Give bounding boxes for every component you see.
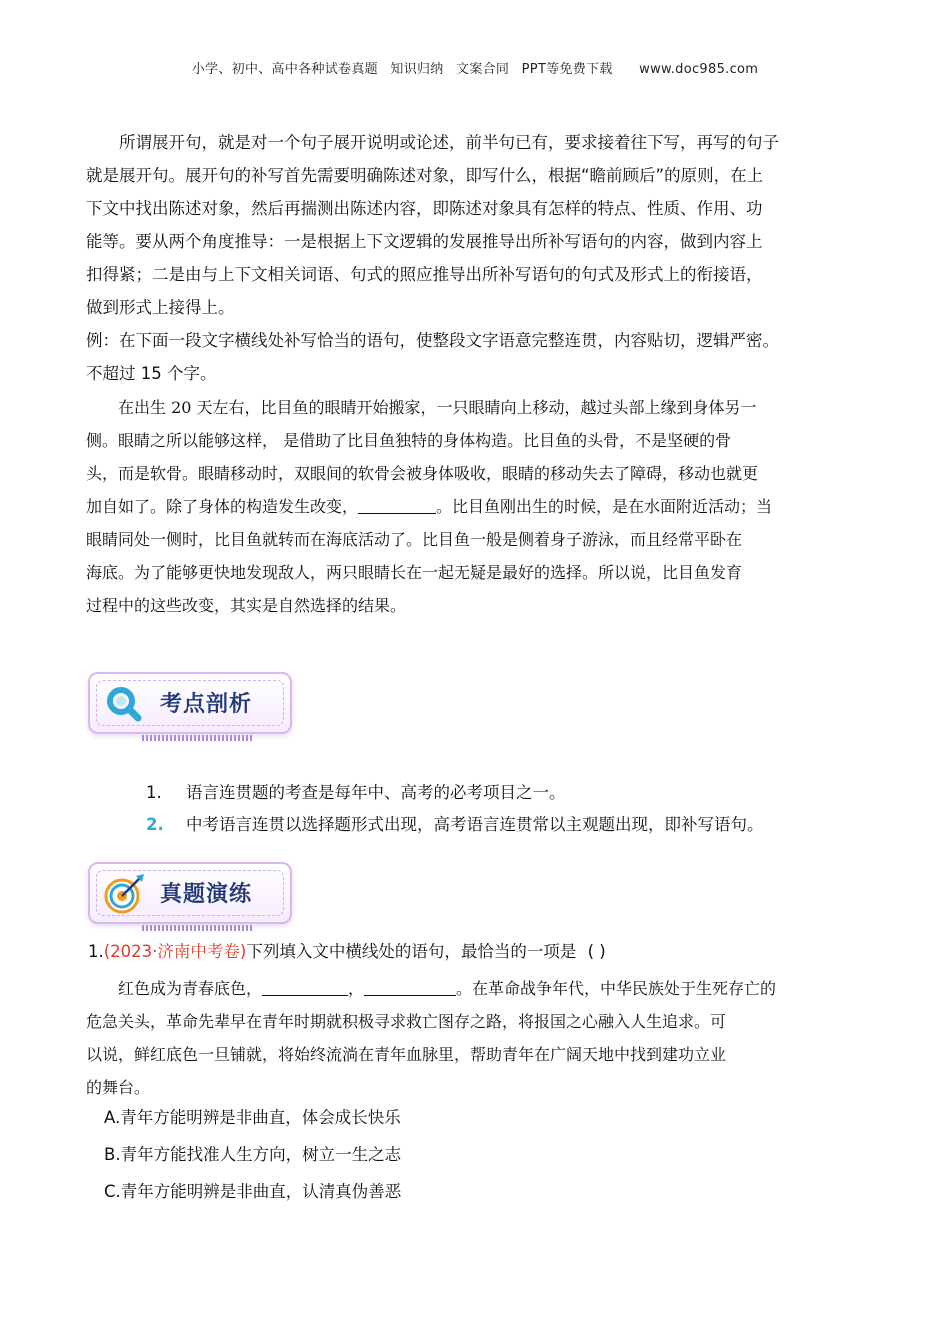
passage-line: 以说，鲜红底色一旦铺就，将始终流淌在青年血脉里，帮助青年在广阔天地中找到建功立业: [86, 1045, 727, 1064]
header-contracts: 文案合同: [456, 62, 510, 77]
question-stem: 下列填入文中横线处的语句，最恰当的一项是: [246, 942, 577, 961]
passage-line: 海底。为了能够更快地发现敌人，两只眼睛长在一起无疑是最好的选择。所以说，比目鱼发育: [86, 563, 743, 582]
header-ppt: PPT等免费下载: [521, 62, 613, 77]
passage-line: 在出生 20 天左右，比目鱼的眼睛开始搬家，一只眼睛向上移动，越过头部上缘到身体另一: [118, 398, 757, 417]
passage-line: 侧。眼睛之所以能够这样， 是借助了比目鱼独特的身体构造。比目鱼的头骨，不是坚硬的骨: [86, 431, 732, 450]
fill-blank[interactable]: [358, 495, 436, 514]
page-header: [0, 58, 950, 77]
question-passage: [86, 972, 870, 1104]
passage-line: 的舞台。: [86, 1078, 151, 1097]
magnifier-icon: [104, 684, 144, 724]
list-number: 2.: [146, 815, 164, 834]
question-source: (2023·济南中考卷): [103, 942, 247, 961]
passage-text: 。在革命战争年代，中华民族处于生死存亡的: [456, 979, 777, 998]
passage-line: 眼睛同处一侧时，比目鱼就转而在海底活动了。比目鱼一般是侧着身子游泳，而且经常平卧在: [86, 530, 743, 549]
header-site-link[interactable]: www.doc985.com: [639, 62, 759, 77]
intro-line: 能等。要从两个角度推导：一是根据上下文逻辑的发展推导出所补写语句的内容，做到内容上: [86, 232, 763, 251]
section-title: 真题演练: [160, 882, 253, 907]
passage-line: 过程中的这些改变，其实是自然选择的结果。: [86, 596, 407, 615]
section-title: 考点剖析: [160, 692, 253, 717]
passage-text: 。比目鱼刚出生的时候，是在水面附近活动；当: [436, 497, 773, 516]
header-categories: 小学、初中、高中各种试卷真题: [191, 62, 378, 77]
example-instruction: [86, 324, 870, 390]
option-label: C.: [104, 1182, 121, 1201]
passage-text: ，: [348, 979, 365, 998]
option-text: 青年方能明辨是非曲直，认清真伪善恶: [120, 1182, 402, 1201]
option-label: A.: [104, 1108, 121, 1127]
example-line: 例：在下面一段文字横线处补写恰当的语句，使整段文字语意完整连贯，内容贴切，逻辑严密。: [86, 331, 779, 350]
option-a[interactable]: [104, 1104, 401, 1128]
passage-line: 危急关头，革命先辈早在青年时期就积极寻求救亡图存之路，将报国之心融入人生追求。可: [86, 1012, 727, 1031]
answer-paren: ( ): [587, 942, 606, 961]
list-text: 语言连贯题的考查是每年中、高考的必考项目之一。: [186, 783, 566, 802]
question-number: 1.: [88, 942, 104, 961]
section-badge-practice: [88, 862, 292, 924]
intro-line: 扣得紧；二是由与上下文相关词语、句式的照应推导出所补写语句的句式及形式上的衔接语，: [86, 265, 763, 284]
option-text: 青年方能找准人生方向，树立一生之志: [120, 1145, 402, 1164]
intro-line: 下文中找出陈述对象，然后再揣测出陈述内容，即陈述对象具有怎样的特点、性质、作用、功: [86, 199, 763, 218]
option-c[interactable]: [104, 1178, 401, 1202]
example-passage: [86, 391, 870, 622]
list-number: 1.: [146, 783, 162, 802]
list-text: 中考语言连贯以选择题形式出现，高考语言连贯常以主观题出现，即补写语句。: [186, 815, 764, 834]
option-label: B.: [104, 1145, 121, 1164]
question-title: [88, 938, 606, 962]
passage-text: 红色成为青春底色，: [118, 979, 263, 998]
passage-line-with-blank: [86, 490, 870, 523]
intro-line: 就是展开句。展开句的补写首先需要明确陈述对象，即写什么，根据“瞻前顾后”的原则，在上: [86, 166, 764, 185]
example-line: 不超过 15 个字。: [86, 364, 217, 383]
fill-blank[interactable]: [262, 977, 348, 996]
passage-line-with-blank: [86, 972, 870, 1005]
badge-ticks: [142, 735, 254, 741]
analysis-item: [146, 778, 566, 808]
intro-paragraph: [86, 126, 870, 324]
header-knowledge: 知识归纳: [390, 62, 444, 77]
option-text: 青年方能明辨是非曲直，体会成长快乐: [120, 1108, 401, 1127]
passage-line: 头，而是软骨。眼睛移动时，双眼间的软骨会被身体吸收，眼睛的移动失去了障碍，移动也就更: [86, 464, 759, 483]
passage-text: 加自如了。除了身体的构造发生改变，: [86, 497, 359, 516]
option-b[interactable]: [104, 1141, 401, 1165]
analysis-item: [146, 810, 764, 840]
intro-line: 所谓展开句，就是对一个句子展开说明或论述，前半句已有，要求接着往下写，再写的句子: [119, 133, 779, 152]
badge-ticks: [142, 925, 254, 931]
section-badge-analysis: [88, 672, 292, 734]
intro-line: 做到形式上接得上。: [86, 298, 235, 317]
fill-blank[interactable]: [364, 977, 456, 996]
target-icon: [102, 872, 146, 916]
